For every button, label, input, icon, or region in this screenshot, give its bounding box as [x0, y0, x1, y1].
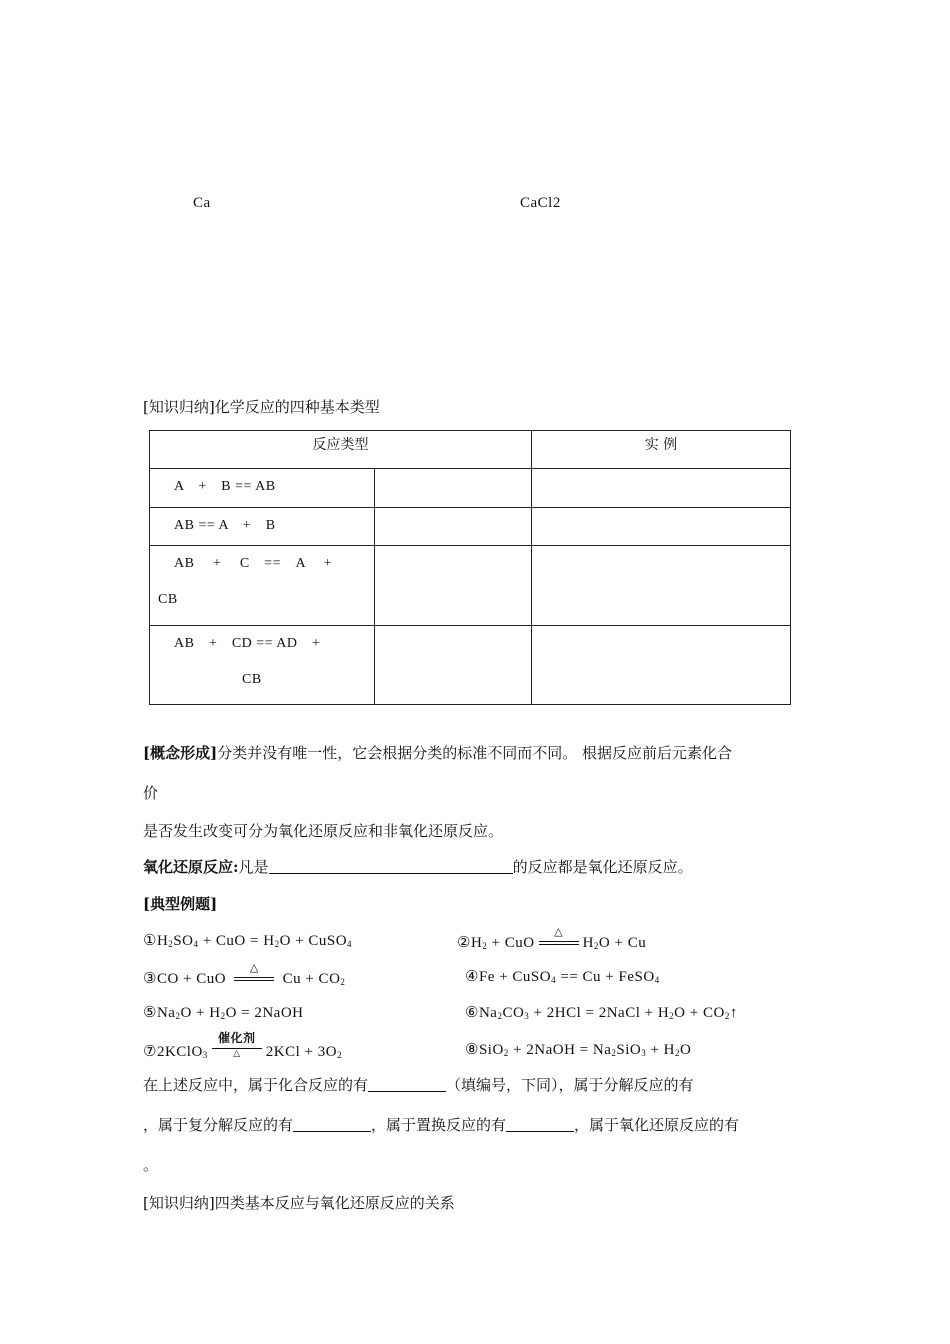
- example-cell-blank[interactable]: [532, 546, 791, 626]
- redox-definition-blank[interactable]: [269, 857, 513, 874]
- label-cacl2: CaCl2: [520, 195, 561, 211]
- type-cell-blank[interactable]: [375, 546, 532, 626]
- redox-definition: 氧化还原反应:凡是 的反应都是氧化还原反应。: [143, 858, 693, 876]
- reaction-2: $②H_2$ + CuO △ $H_2O + Cu$: [457, 926, 647, 951]
- formula-displacement-cont: CB: [158, 592, 178, 607]
- header-example: 实 例: [532, 431, 791, 469]
- formula-double-displacement: AB + CD == AD +: [174, 636, 321, 651]
- gas-arrow-icon: ↑: [729, 1005, 738, 1021]
- question-line-2: ，属于复分解反应的有 ，属于置换反应的有 ，属于氧化还原反应的有: [143, 1116, 740, 1134]
- catalyst-condition: [210, 1031, 264, 1058]
- table-header-row: [150, 431, 791, 469]
- reaction-types-table: [149, 430, 791, 705]
- concept-line-3: 是否发生改变可分为氧化还原反应和非氧化还原反应。: [143, 822, 504, 840]
- catalyst-label: 催化剂: [218, 1031, 256, 1045]
- reaction-8: ⑧SiO$_2$ + 2NaOH = $Na_2SiO_3 + H_2O$: [465, 1042, 692, 1058]
- formula-double-displacement-cont: CB: [242, 672, 262, 687]
- delta-icon: △: [249, 962, 259, 974]
- reaction-4: ④Fe + CuSO$_4$ == Cu + FeSO$_4$: [465, 969, 660, 985]
- section-title-relationship: [知识归纳]四类基本反应与氧化还原反应的关系: [143, 1194, 455, 1212]
- section-title-reaction-types: [知识归纳]化学反应的四种基本类型: [143, 398, 380, 416]
- type-cell-blank[interactable]: [375, 626, 532, 705]
- formula-double-displacement-cell: [150, 626, 375, 705]
- example-cell-blank[interactable]: [532, 508, 791, 546]
- heat-condition: [537, 926, 581, 949]
- concept-line-1: [概念形成]分类并没有唯一性，它会根据分类的标准不同而不同。 根据反应前后元素化合: [143, 744, 732, 762]
- double-displacement-answer-blank[interactable]: [293, 1115, 371, 1132]
- concept-label: [概念形成]: [143, 744, 218, 762]
- redox-label: 氧化还原反应:: [143, 858, 239, 876]
- reaction-6: $⑥Na_2CO_3 + 2HCl$ = 2NaCl + $H_2O$ + $CO_2↑$: [465, 1005, 738, 1021]
- delta-icon: △: [233, 1048, 241, 1058]
- concept-line-2: 价: [143, 784, 159, 802]
- displacement-answer-blank[interactable]: [506, 1115, 574, 1132]
- reaction-3: ③CO + CuO △ $Cu + CO_2$: [143, 962, 346, 987]
- table-row: [150, 546, 791, 626]
- header-reaction-type: 反应类型: [150, 431, 532, 469]
- reaction-5: $⑤Na_2O + H_2O$ = 2NaOH: [143, 1005, 304, 1021]
- question-line-3: 。: [143, 1156, 159, 1174]
- table-row: [150, 508, 791, 546]
- reaction-7: ⑦2KClO$_3$ 催化剂 △ $2KCl + 3O_2$: [143, 1031, 343, 1060]
- formula-displacement: AB + C == A +: [174, 556, 333, 571]
- formula-displacement-cell: [150, 546, 375, 626]
- table-row: [150, 626, 791, 705]
- type-cell-blank[interactable]: [375, 508, 532, 546]
- combination-answer-blank[interactable]: [368, 1075, 446, 1092]
- formula-decomposition: AB == A + B: [150, 508, 375, 546]
- formula-combination: A + B == AB: [150, 469, 375, 508]
- table-row: [150, 469, 791, 508]
- label-ca: Ca: [193, 195, 211, 211]
- delta-icon: △: [554, 926, 564, 938]
- type-cell-blank[interactable]: [375, 469, 532, 508]
- reaction-1: $①H_2SO_4$ + CuO = $H_2O$ + CuSO$_4$: [143, 933, 353, 949]
- heat-condition: [232, 962, 276, 985]
- examples-title: [典型例题]: [143, 895, 218, 913]
- example-cell-blank[interactable]: [532, 469, 791, 508]
- example-cell-blank[interactable]: [532, 626, 791, 705]
- question-line-1: 在上述反应中，属于化合反应的有 （填编号，下同），属于分解反应的有: [143, 1076, 694, 1094]
